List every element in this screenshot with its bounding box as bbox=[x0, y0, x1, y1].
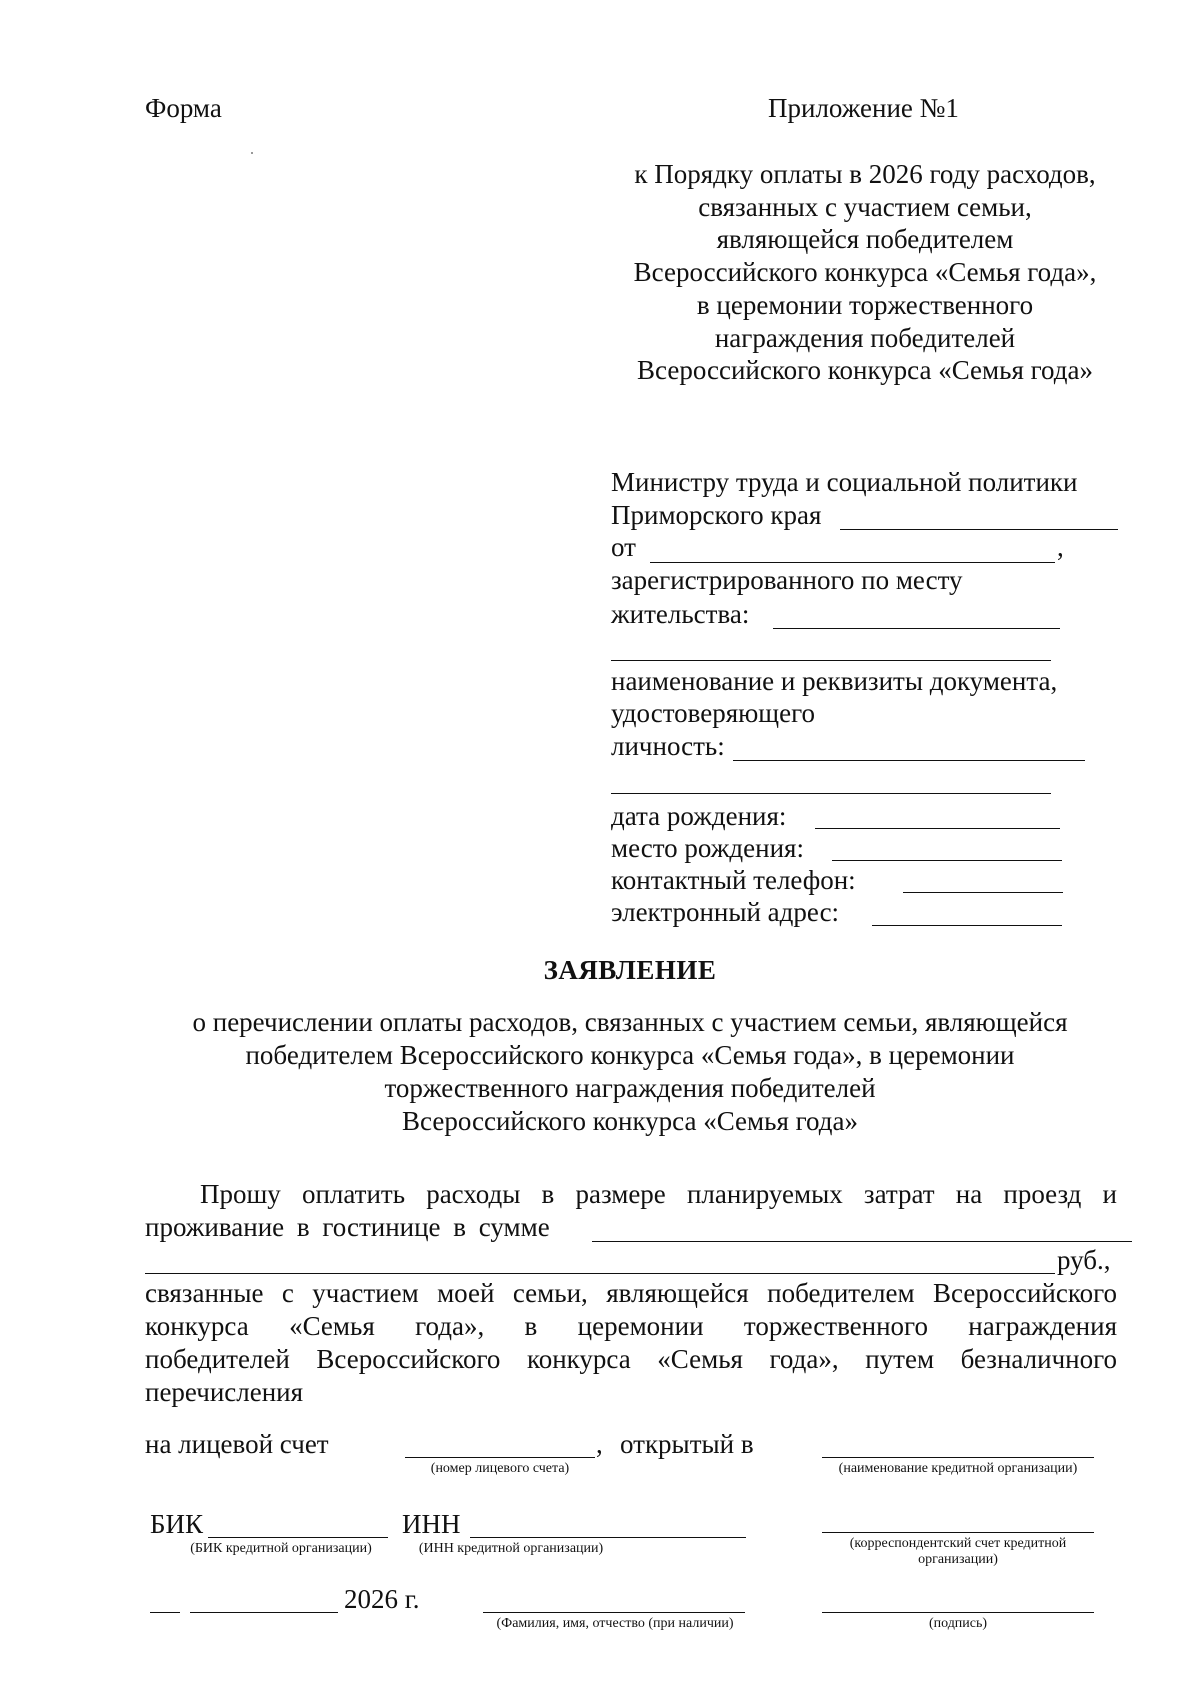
inn-caption: (ИНН кредитной организации) bbox=[418, 1541, 604, 1556]
account-number-caption: (номер лицевого счета) bbox=[430, 1461, 570, 1476]
account-comma: , bbox=[596, 1429, 603, 1459]
email-field[interactable] bbox=[872, 925, 1062, 926]
amount-field[interactable] bbox=[592, 1241, 1132, 1242]
bank-name-field[interactable] bbox=[822, 1457, 1094, 1458]
full-name-caption: (Фамилия, имя, отчество (при наличии) bbox=[496, 1616, 734, 1631]
body-line-2: проживание в гостинице в сумме bbox=[145, 1212, 550, 1242]
annex-line: к Порядку оплаты в 2026 году расходов, bbox=[634, 159, 1096, 189]
date-month-field[interactable] bbox=[190, 1612, 338, 1613]
bik-field[interactable] bbox=[208, 1537, 388, 1538]
annex-line: награждения победителей bbox=[714, 322, 1016, 353]
subtitle-line: торжественного награждения победителей bbox=[384, 1073, 876, 1103]
residence-field[interactable] bbox=[773, 628, 1060, 629]
document-label-2: удостоверяющего bbox=[611, 698, 815, 728]
email-label: электронный адрес: bbox=[611, 897, 840, 927]
annex-label: Приложение №1 bbox=[768, 93, 959, 123]
bank-name-caption: (наименование кредитной организации) bbox=[838, 1461, 1078, 1476]
document-title: ЗАЯВЛЕНИЕ bbox=[543, 955, 717, 985]
phone-label: контактный телефон: bbox=[611, 865, 856, 895]
date-day-field[interactable] bbox=[150, 1612, 180, 1613]
phone-field[interactable] bbox=[903, 892, 1063, 893]
inn-field[interactable] bbox=[470, 1537, 746, 1538]
document-label-3: личность: bbox=[611, 731, 725, 761]
birth-date-field[interactable] bbox=[815, 828, 1060, 829]
bik-label: БИК bbox=[150, 1509, 204, 1539]
annex-line: Всероссийского конкурса «Семья года» bbox=[637, 355, 1093, 386]
addressee-line-2: Приморского края bbox=[611, 500, 822, 530]
form-label: Форма bbox=[145, 93, 222, 123]
birth-place-label: место рождения: bbox=[611, 833, 804, 863]
birth-date-label: дата рождения: bbox=[611, 801, 787, 831]
addressee-line-1: Министру труда и социальной политики bbox=[611, 467, 1078, 497]
correspondent-account-caption-1: (корреспондентский счет кредитной bbox=[849, 1536, 1067, 1551]
identity-document-field[interactable] bbox=[733, 760, 1085, 761]
subtitle-line: Всероссийского конкурса «Семья года» bbox=[402, 1106, 858, 1136]
full-name-field[interactable] bbox=[483, 1612, 745, 1613]
registered-label-1: зарегистрированного по месту bbox=[611, 565, 963, 595]
annex-line: Всероссийского конкурса «Семья года», bbox=[633, 257, 1097, 288]
amount-field-2[interactable] bbox=[145, 1273, 1055, 1274]
body-line-4: связанные с участием моей семьи, являющейся победителем Всероссийского bbox=[145, 1278, 1117, 1308]
opened-in-label: открытый в bbox=[620, 1429, 754, 1459]
annex-line: связанных с участием семьи, bbox=[698, 191, 1032, 222]
account-number-field[interactable] bbox=[405, 1457, 595, 1458]
birth-place-field[interactable] bbox=[832, 860, 1062, 861]
rub-label: руб., bbox=[1057, 1245, 1111, 1275]
residence-field-2[interactable] bbox=[611, 660, 1051, 661]
year-label: 2026 г. bbox=[344, 1584, 420, 1614]
body-line-6: победителей Всероссийского конкурса «Семья года», путем безналичного bbox=[145, 1344, 1117, 1374]
body-line-1: Прошу оплатить расходы в размере планируемых затрат на проезд и bbox=[200, 1179, 1117, 1209]
annex-line: в церемонии торжественного bbox=[696, 289, 1034, 320]
registered-label-2: жительства: bbox=[611, 599, 750, 629]
bik-caption: (БИК кредитной организации) bbox=[190, 1541, 372, 1556]
account-label: на лицевой счет bbox=[145, 1429, 329, 1459]
from-comma: , bbox=[1057, 532, 1064, 562]
inn-label: ИНН bbox=[402, 1509, 461, 1539]
document-subtitle bbox=[150, 1006, 1110, 1138]
body-line-7: перечисления bbox=[145, 1377, 304, 1407]
signature-caption: (подпись) bbox=[928, 1616, 988, 1631]
scan-dot bbox=[251, 152, 253, 154]
identity-document-field-2[interactable] bbox=[611, 793, 1051, 794]
annex-block bbox=[605, 158, 1125, 387]
correspondent-account-field[interactable] bbox=[822, 1532, 1094, 1533]
from-label: от bbox=[611, 532, 636, 562]
applicant-name-field[interactable] bbox=[650, 562, 1055, 563]
annex-line: являющейся победителем bbox=[716, 224, 1014, 255]
addressee-region-field[interactable] bbox=[840, 529, 1118, 530]
document-label-1: наименование и реквизиты документа, bbox=[611, 666, 1058, 696]
body-line-5: конкурса «Семья года», в церемонии торжественного награждения bbox=[145, 1311, 1117, 1341]
subtitle-line: о перечислении оплаты расходов, связанных с участием семьи, являющейся bbox=[192, 1007, 1068, 1037]
correspondent-account-caption-2: организации) bbox=[918, 1552, 998, 1567]
subtitle-line: победителем Всероссийского конкурса «Семья года», в церемонии bbox=[245, 1040, 1015, 1070]
signature-field[interactable] bbox=[822, 1612, 1094, 1613]
